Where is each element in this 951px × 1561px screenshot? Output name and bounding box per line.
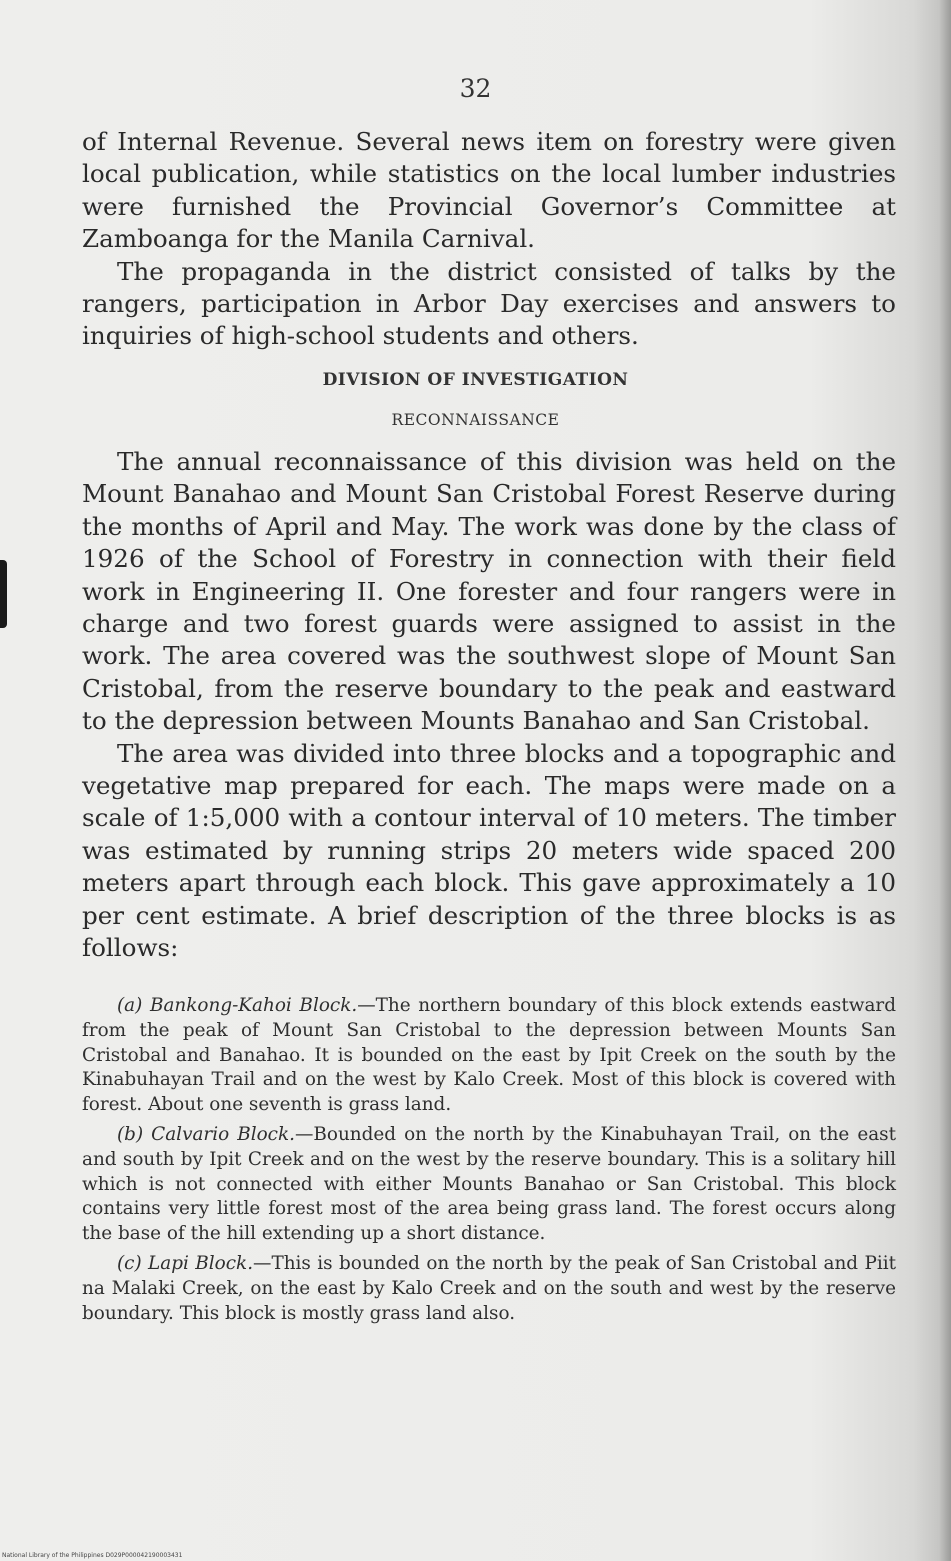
paragraph: The annual reconnaissance of this division was held on the Mount Banahao and Mount San Cristobal Forest Reserve during the months of April and May. The work was done by the class of 1926 of the School of Forestry in connection with their field work in Engineering II. One forester and four rangers were in charge and two forest guards were assigned to assist in the work. The area covered was the southwest slope of Mount San Cristobal, from the reserve boundary to the peak and eastward to the depression between Mounts Banahao and San Cristobal. <box>82 447 896 736</box>
block-description-c <box>82 1252 896 1326</box>
block-description-a <box>82 994 896 1118</box>
block-description-b <box>82 1123 896 1247</box>
binding-mark <box>0 560 7 628</box>
block-text: —Bounded on the north by the Kinabuhayan Trail, on the east and south by Ipit Creek and on the west by the reserve boundary. This is a solitary hill which is not connected with either Mounts Banahao or San Cristobal. This block contains very little forest most of the area being grass land. The forest occurs along the base of the hill extending up a short distance. <box>82 1123 896 1245</box>
intro-text <box>82 126 896 353</box>
block-text: —The northern boundary of this block extends eastward from the peak of Mount San Cristobal to the depression between Mounts San Cristobal and Banahao. It is bounded on the east by Ipit Creek on the south by the Kinabuhayan Trail and on the west by Kalo Creek. Most of this block is covered with forest. About one seventh is grass land. <box>82 995 896 1116</box>
block-text: —This is bounded on the north by the peak of San Cristobal and Piit na Malaki Creek, on the east by Kalo Creek and on the south and west by the reserve boundary. This block is mostly grass land also. <box>82 1252 897 1324</box>
block-descriptions <box>82 994 896 1331</box>
block-label: (b) Calvario Block. <box>117 1123 295 1145</box>
paragraph: The area was divided into three blocks and a topographic and vegetative map prepared for each. The maps were made on a scale of 1:5,000 with a contour interval of 10 meters. The timber was estimated by running strips 20 meters wide spaced 200 meters apart through each block. This gave approximately a 10 per cent estimate. A brief description of the three blocks is as follows: <box>82 738 896 963</box>
block-label: (c) Lapi Block. <box>117 1252 254 1274</box>
paragraph: The propaganda in the district consisted of talks by the rangers, participation in Arbor Day exercises and answers to inquiries of high-school students and others. <box>82 256 896 351</box>
page-number: 32 <box>459 74 492 103</box>
paragraph: of Internal Revenue. Several news item on forestry were given local publication, while statistics on the local lumber industries were furnished the Provincial Governor’s Committee at Zamboanga for the Manila Carnival. <box>82 127 896 254</box>
block-label: (a) Bankong-Kahoi Block. <box>117 995 358 1016</box>
page-edge-shadow <box>939 0 951 1561</box>
main-text <box>82 446 896 965</box>
section-heading: RECONNAISSANCE <box>391 411 560 429</box>
division-heading: DIVISION OF INVESTIGATION <box>322 370 629 390</box>
library-footer: National Library of the Philippines D029P000042190003431 <box>2 1552 183 1559</box>
